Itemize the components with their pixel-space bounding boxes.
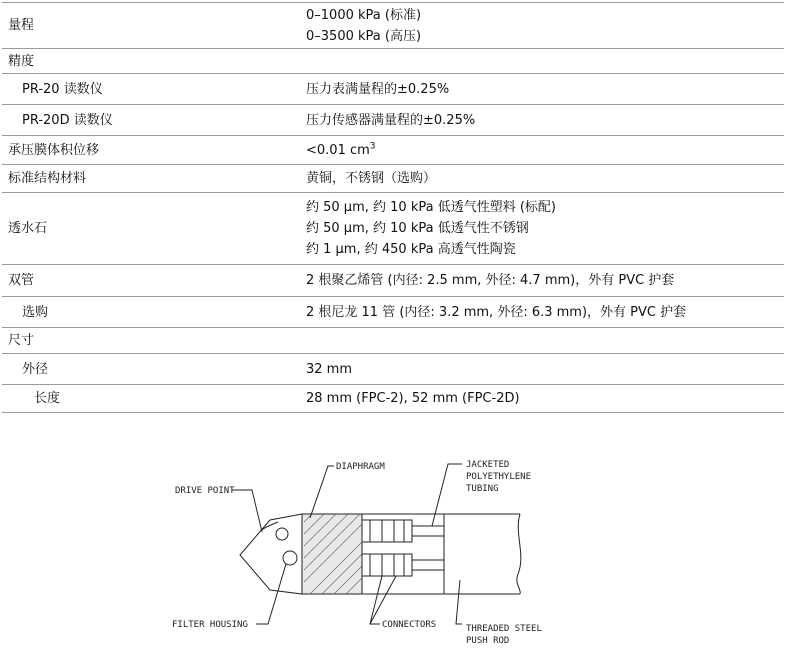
spec-key: 选购 xyxy=(2,297,300,328)
label-rod-1: THREADED STEEL xyxy=(466,624,542,634)
value-text: <0.01 cm xyxy=(306,142,370,158)
table-row xyxy=(2,165,784,193)
spec-value: 压力表满量程的±0.25% xyxy=(300,74,784,105)
table-row xyxy=(2,354,784,385)
spec-value xyxy=(300,328,784,354)
value-line: 0–1000 kPa (标准) xyxy=(306,7,422,23)
leader-jacketed xyxy=(432,464,462,526)
table-row xyxy=(2,74,784,105)
leader-rod xyxy=(456,580,462,624)
spec-value xyxy=(300,193,784,265)
spec-key: PR-20 读数仪 xyxy=(2,74,300,105)
spec-key: 量程 xyxy=(2,3,300,49)
superscript: 3 xyxy=(369,141,376,152)
spec-key: 尺寸 xyxy=(2,328,300,354)
spec-key: 精度 xyxy=(2,49,300,74)
value-line: 约 50 µm, 约 10 kPa 低透气性塑料 (标配) xyxy=(306,200,556,215)
spec-key: 承压膜体积位移 xyxy=(2,136,300,165)
table-row xyxy=(2,3,784,49)
label-connectors: CONNECTORS xyxy=(382,620,437,630)
spec-key: 标准结构材料 xyxy=(2,165,300,193)
spec-value: 2 根尼龙 11 管 (内径: 3.2 mm, 外径: 6.3 mm)，外有 PVC 护套 xyxy=(300,297,784,328)
spec-value: 黄铜，不锈钢（选购） xyxy=(300,165,784,193)
spec-value: 压力传感器满量程的±0.25% xyxy=(300,105,784,136)
spec-value: 32 mm xyxy=(300,354,784,385)
leader-connectors xyxy=(370,576,396,624)
table-row xyxy=(2,265,784,297)
filter-circle-top xyxy=(276,528,288,540)
tubing-bottom xyxy=(412,560,444,570)
table-row xyxy=(2,49,784,74)
table-row xyxy=(2,385,784,413)
label-filter-housing: FILTER HOUSING xyxy=(172,620,248,630)
spec-key: PR-20D 读数仪 xyxy=(2,105,300,136)
label-jacketed-1: JACKETED xyxy=(466,460,510,470)
rod-break-line xyxy=(517,514,521,594)
filter-circle-bottom xyxy=(283,551,297,565)
tubing-top xyxy=(412,526,444,536)
table-row xyxy=(2,136,784,165)
leader-drive-point xyxy=(232,490,262,532)
label-rod-2: PUSH ROD xyxy=(466,636,510,646)
spec-key: 透水石 xyxy=(2,193,300,265)
value-line: 0–3500 kPa (高压) xyxy=(306,28,422,44)
table-row xyxy=(2,105,784,136)
label-drive-point: DRIVE POINT xyxy=(175,486,235,496)
spec-value xyxy=(300,49,784,74)
label-jacketed-3: TUBING xyxy=(466,484,499,494)
spec-value xyxy=(300,3,784,49)
table-row xyxy=(2,193,784,265)
spec-key: 长度 xyxy=(2,385,300,413)
value-line: 约 50 µm, 约 10 kPa 低透气性不锈钢 xyxy=(306,221,529,236)
spec-key: 双管 xyxy=(2,265,300,297)
leader-filter xyxy=(256,564,286,624)
piezometer-diagram xyxy=(170,452,730,648)
spec-value xyxy=(300,136,784,165)
spec-key: 外径 xyxy=(2,354,300,385)
value-line: 约 1 µm, 约 450 kPa 高透气性陶瓷 xyxy=(306,242,516,257)
table-row xyxy=(2,328,784,354)
leader-diaphragm xyxy=(310,466,334,518)
spec-value: 28 mm (FPC-2), 52 mm (FPC-2D) xyxy=(300,385,784,413)
label-diaphragm: DIAPHRAGM xyxy=(336,462,385,472)
spec-value: 2 根聚乙烯管 (内径: 2.5 mm, 外径: 4.7 mm)，外有 PVC 护套 xyxy=(300,265,784,297)
spec-table xyxy=(2,2,784,413)
table-row xyxy=(2,297,784,328)
label-jacketed-2: POLYETHYLENE xyxy=(466,472,532,482)
